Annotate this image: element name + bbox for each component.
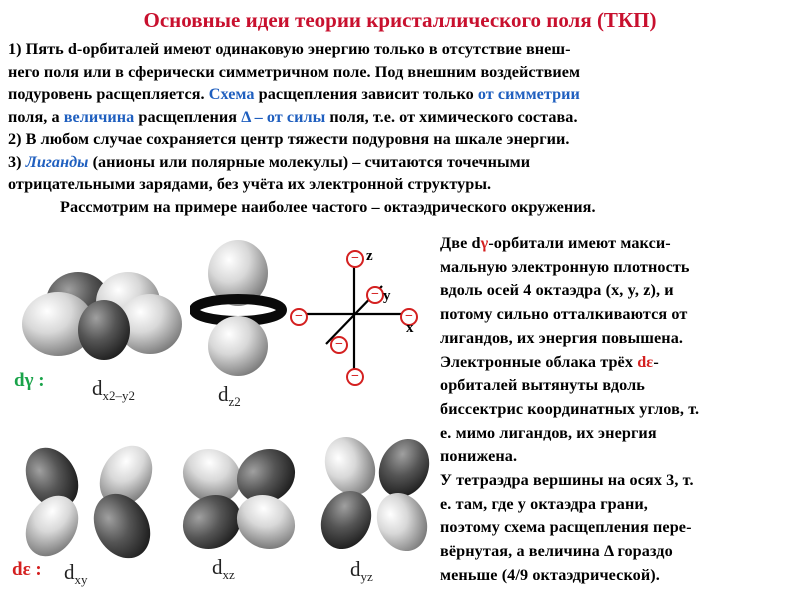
intro-line-7: отрицательными зарядами, без учёта их электронной структуры. [8,175,492,193]
orbital-dz2-image [190,238,290,378]
orbital-dx2-y2-image [18,262,188,370]
intro-line-4: поля, а величина расщепления Δ – от силы поля, т.е. от химического состава. [8,107,578,126]
axis-label-z: z [366,248,373,264]
label-dx2-y2: $d_{x2-y2}$ [92,376,135,404]
axis-label-y: y [383,288,391,304]
intro-line-8: Рассмотрим на примере наиболее частого – октаэдрического окружения. [60,197,596,216]
label-dxy: $d_{xy}$ [64,560,88,588]
label-dgamma: dγ : [14,370,45,391]
right-line-3: вдоль осей 4 октаэдра (x, y, z), и [440,281,674,300]
right-line-4: потому сильно отталкиваются от [440,305,688,324]
orbital-dxz-image [172,440,302,556]
label-dxz: $d_{xz}$ [212,555,235,583]
ligand-charge-left: − [290,308,308,326]
right-line-12: е. там, где у октаэдра грани, [440,494,648,513]
right-line-11: У тетраэдра вершины на осях 3, т. [440,471,694,490]
axis-label-x: x [406,320,414,336]
label-dz2: $d_{z2}$ [218,382,241,410]
right-line-2: мальную электронную плотность [440,257,690,276]
label-dyz: $d_{yz}$ [350,557,373,585]
page-title: Основные идеи теории кристаллического поля (ТКП) [143,8,657,32]
right-line-15: меньше (4/9 октаэдрической). [440,565,660,584]
ligand-charge-right: − [400,308,418,326]
orbital-dyz-image [316,428,436,560]
intro-line-6: 3) Лиганды (анионы или полярные молекулы) – считаются точечными [8,152,531,171]
right-line-1: Две dγ-орбитали имеют макси- [440,234,671,252]
right-line-6: Электронные облака трёх dε- [440,352,659,371]
label-depsilon: dε : [12,559,42,580]
intro-line-2: него поля или в сферически симметричном поле. Под внешним воздействием [8,62,581,81]
right-line-5: лигандов, их энергия повышена. [440,328,684,347]
right-line-8: биссектрис координатных углов, т. [440,399,700,418]
intro-line-3: подуровень расщепляется. Схема расщепления зависит только от симметрии [8,85,580,103]
right-line-14: вёрнутая, а величина Δ гораздо [440,542,673,561]
right-line-7: орбиталей вытянуты вдоль [440,376,645,395]
right-line-10: понижена. [440,447,518,466]
ligand-charge-back: − [366,286,384,304]
intro-text [8,38,792,218]
intro-line-1: 1) Пять d-орбиталей имеют одинаковую энергию только в отсутствие внеш- [8,40,571,58]
ligand-charge-bottom: − [346,368,364,386]
right-line-9: е. мимо лигандов, их энергия [440,423,657,442]
right-explanation-text [440,232,796,588]
right-line-13: поэтому схема расщепления пере- [440,518,692,537]
ligand-charge-front: − [330,336,348,354]
orbital-dxy-image [18,440,158,564]
intro-line-5: 2) В любом случае сохраняется центр тяжести подуровня на шкале энергии. [8,130,570,148]
ligand-charge-top: − [346,250,364,268]
